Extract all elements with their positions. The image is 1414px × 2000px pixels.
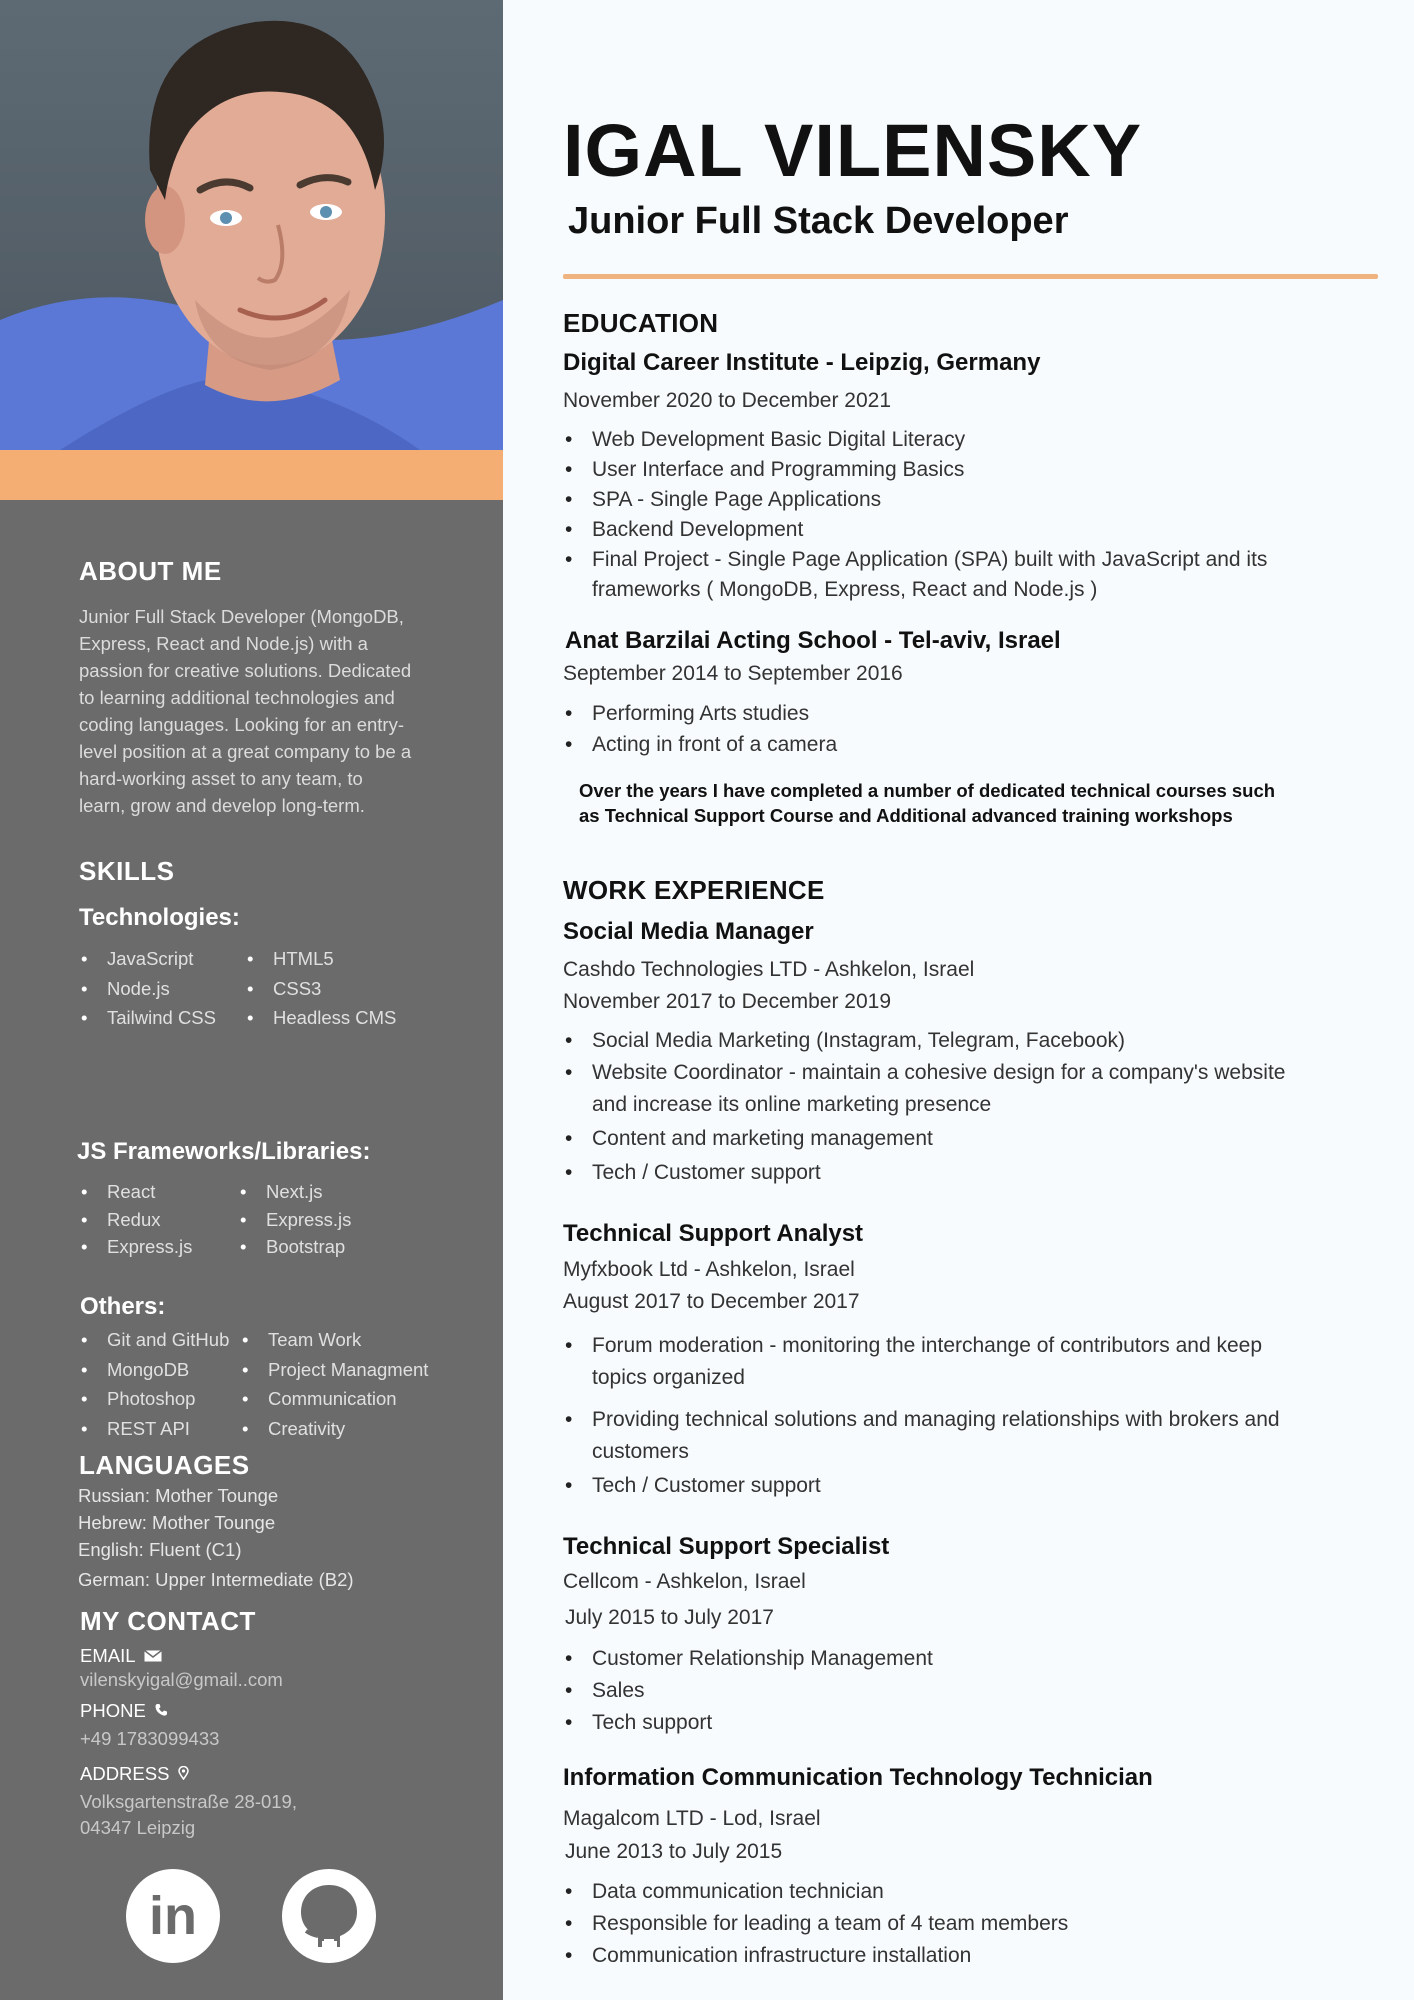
skill-item: • HTML5 (245, 944, 396, 974)
list-item: • Communication infrastructure installation (563, 1940, 1303, 1972)
skill-item: • Bootstrap (238, 1233, 351, 1261)
job-title-item: Information Communication Technology Technician (563, 1764, 1153, 1791)
address-line: Volksgartenstraße 28-019, (80, 1791, 297, 1812)
courses-note-line: Over the years I have completed a number of dedicated technical courses such (579, 780, 1276, 801)
header-divider (563, 274, 1378, 279)
job-title-item: Technical Support Specialist (563, 1533, 890, 1560)
skill-item: • Headless CMS (245, 1003, 396, 1033)
job-company: Cellcom - Ashkelon, Israel (563, 1570, 806, 1593)
skill-item: • Express.js (79, 1233, 192, 1261)
about-heading: ABOUT ME (79, 556, 222, 586)
about-text (79, 603, 479, 819)
skill-item: • REST API (79, 1414, 229, 1444)
skill-item: • Creativity (240, 1414, 428, 1444)
language-item: Russian: Mother Tounge (78, 1485, 279, 1506)
github-button[interactable] (282, 1869, 376, 1963)
job-title: Junior Full Stack Developer (568, 200, 1069, 242)
school-title: Digital Career Institute - Leipzig, Germany (563, 349, 1041, 376)
job-duty-list (563, 1330, 1303, 1502)
location-pin-icon (178, 1766, 189, 1780)
skill-item: • Git and GitHub (79, 1325, 229, 1355)
job-company: Myfxbook Ltd - Ashkelon, Israel (563, 1258, 855, 1281)
list-item: • Performing Arts studies (563, 698, 1303, 729)
person-name: IGAL VILENSKY (563, 109, 1143, 192)
list-item: • Providing technical solutions and managing relationships with brokers and customers (563, 1404, 1303, 1468)
profile-photo-illustration (0, 0, 503, 450)
courses-note (579, 778, 1359, 828)
about-line: coding languages. Looking for an entry- (79, 714, 404, 735)
list-item: • Web Development Basic Digital Literacy (563, 425, 1303, 455)
frameworks-list-right (238, 1178, 351, 1261)
technologies-heading: Technologies: (79, 904, 240, 931)
email-block (80, 1645, 283, 1693)
list-item: • Social Media Marketing (Instagram, Telegram, Facebook) (563, 1025, 1303, 1057)
phone-label: PHONE (80, 1700, 146, 1721)
skill-item: • Node.js (79, 974, 216, 1004)
education-heading: EDUCATION (563, 308, 719, 338)
job-dates: August 2017 to December 2017 (563, 1290, 860, 1313)
job-company: Magalcom LTD - Lod, Israel (563, 1807, 821, 1830)
linkedin-button[interactable] (126, 1869, 220, 1963)
others-list-right (240, 1325, 428, 1443)
job-dates: November 2017 to December 2019 (563, 990, 892, 1013)
list-item: • Tech / Customer support (563, 1470, 1303, 1502)
phone-block (80, 1700, 219, 1752)
list-item: • Tech support (563, 1707, 1303, 1739)
list-item: • Customer Relationship Management (563, 1643, 1303, 1675)
languages-heading: LANGUAGES (79, 1450, 250, 1480)
envelope-icon (144, 1650, 162, 1662)
job-title-item: Social Media Manager (563, 918, 814, 945)
school-course-list (563, 425, 1303, 605)
about-line: hard-working asset to any team, to (79, 768, 363, 789)
school-title: Anat Barzilai Acting School - Tel-aviv, Israel (565, 627, 1061, 654)
skill-item: • Project Managment (240, 1355, 428, 1385)
phone-icon (154, 1703, 168, 1717)
job-duty-list (563, 1876, 1303, 1972)
github-icon (282, 1869, 376, 1963)
skill-item: • Express.js (238, 1206, 351, 1234)
accent-stripe (0, 450, 503, 500)
list-item: • Responsible for leading a team of 4 team members (563, 1908, 1303, 1940)
address-line: 04347 Leipzig (80, 1817, 196, 1838)
contact-heading: MY CONTACT (80, 1606, 256, 1636)
school-course-list (563, 698, 1303, 760)
about-line: learn, grow and develop long-term. (79, 795, 365, 816)
address-label: ADDRESS (80, 1763, 170, 1784)
skill-item: • Next.js (238, 1178, 351, 1206)
skill-item: • Redux (79, 1206, 192, 1234)
linkedin-icon: in (149, 1886, 197, 1946)
language-item: English: Fluent (C1) (78, 1539, 242, 1560)
list-item: • Sales (563, 1675, 1303, 1707)
technologies-list-left (79, 944, 216, 1033)
list-item: • User Interface and Programming Basics (563, 455, 1303, 485)
skill-item: • Communication (240, 1384, 428, 1414)
about-line: Junior Full Stack Developer (MongoDB, (79, 606, 404, 627)
school-dates: September 2014 to September 2016 (563, 662, 903, 685)
list-item: • Backend Development (563, 515, 1303, 545)
about-line: passion for creative solutions. Dedicated (79, 660, 412, 681)
address-block (80, 1763, 297, 1841)
skill-item: • Photoshop (79, 1384, 229, 1414)
others-heading: Others: (80, 1293, 166, 1320)
list-item: • Website Coordinator - maintain a cohesive design for a company's website and increase its online marketing presence (563, 1057, 1303, 1121)
language-item: German: Upper Intermediate (B2) (78, 1569, 354, 1590)
frameworks-heading: JS Frameworks/Libraries: (77, 1138, 371, 1165)
job-title-item: Technical Support Analyst (563, 1220, 864, 1247)
list-item: • Tech / Customer support (563, 1157, 1303, 1189)
skill-item: • MongoDB (79, 1355, 229, 1385)
list-item: • Final Project - Single Page Application (SPA) built with JavaScript and its frameworks ( MongoDB, Express, React and Node.js ) (563, 545, 1303, 605)
frameworks-list-left (79, 1178, 192, 1261)
language-item: Hebrew: Mother Tounge (78, 1512, 276, 1533)
about-line: Express, React and Node.js) with a (79, 633, 368, 654)
skill-item: • Team Work (240, 1325, 428, 1355)
job-duty-list (563, 1643, 1303, 1739)
school-dates: November 2020 to December 2021 (563, 389, 892, 412)
skill-item: • Tailwind CSS (79, 1003, 216, 1033)
list-item: • SPA - Single Page Applications (563, 485, 1303, 515)
job-dates: June 2013 to July 2015 (565, 1840, 783, 1863)
skill-item: • CSS3 (245, 974, 396, 1004)
job-duty-list (563, 1025, 1303, 1189)
list-item: • Content and marketing management (563, 1123, 1303, 1155)
list-item: • Acting in front of a camera (563, 729, 1303, 760)
about-line: to learning additional technologies and (79, 687, 395, 708)
about-line: level position at a great company to be a (79, 741, 412, 762)
job-dates: July 2015 to July 2017 (565, 1606, 774, 1629)
email-label: EMAIL (80, 1645, 136, 1666)
languages-list (78, 1482, 354, 1593)
job-company: Cashdo Technologies LTD - Ashkelon, Israel (563, 958, 975, 981)
courses-note-line: as Technical Support Course and Additional advanced training workshops (579, 805, 1233, 826)
others-list-left (79, 1325, 229, 1443)
skills-heading: SKILLS (79, 856, 175, 886)
profile-photo (0, 0, 503, 450)
skill-item: • React (79, 1178, 192, 1206)
email-value[interactable]: vilenskyigal@gmail..com (80, 1669, 283, 1690)
sidebar (0, 0, 503, 2000)
list-item: • Forum moderation - monitoring the interchange of contributors and keep topics organized (563, 1330, 1303, 1394)
list-item: • Data communication technician (563, 1876, 1303, 1908)
technologies-list-right (245, 944, 396, 1033)
about-section (79, 556, 479, 819)
work-heading: WORK EXPERIENCE (563, 875, 825, 905)
phone-value[interactable]: +49 1783099433 (80, 1728, 220, 1749)
skill-item: • JavaScript (79, 944, 216, 974)
